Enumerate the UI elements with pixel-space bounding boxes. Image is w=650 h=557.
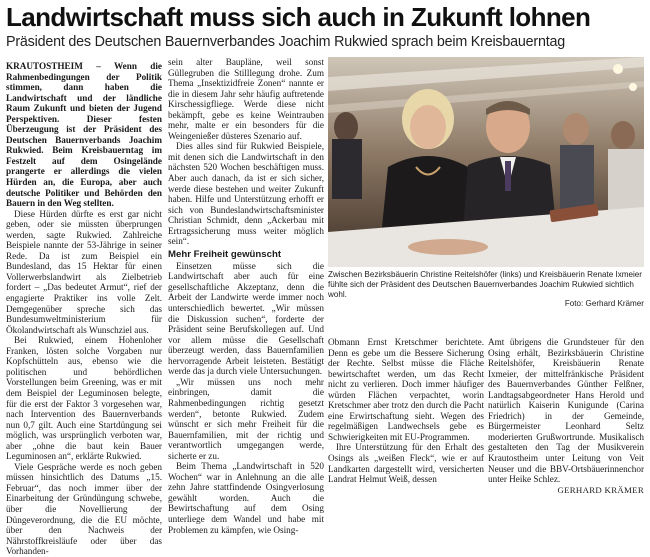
body-paragraph: Obmann Ernst Kretschmer berichtete. Denn es gebe um die Bessere Sicherung der Rechte. Selbst müsse die Fläche bewirtschaftet werden, um das Recht nicht zu verlieren. Doch immer häufiger würden Flächen verpachtet, worin Kretschmer aber trotz den durch die Pacht eine Erwirtschaftung sieht. Wegen des regelmäßigen Landwechsels gebe es Schwierigkeiten mit EU-Programmen. [328,337,484,442]
body-paragraph: Ihre Unterstützung für den Erhalt des Osings als „weißen Fleck“, wie er auf Landkarten dargestellt wird, versicherten Landrat Helmut Weiß, dessen [328,442,484,485]
article-column-1 [6,61,162,557]
dateline: KRAUTOSTHEIM [6,61,83,71]
photo-illustration [328,57,644,267]
body-paragraph: Einsetzen müsse sich die Landwirtschaft aber auch für eine gesellschaftliche Akzeptanz, denn die Arbeit der Landwirte werde immer noch unterschiedlich bewertet. „Wir müssen die Diskussion suchen“, forderte der Präsident seine Berufskollegen auf. Und vor allem müsse die Gesellschaft überzeugt werden, dass Bauernfamilien hervorragende Arbeit leisteten. Bestätigt werde das ja durch viele Untersuchungen. [168,260,324,377]
body-paragraph: Dies alles sind für Rukwied Beispiele, mit denen sich die Landwirtschaft in den nächsten 520 Wochen beschäftigen muss. Aber auch danach, da ist er sich sicher, werde diese bestehen und weiter Zukunft haben. Hilfe und Unterstützung erhofft er sich von Bundeslandwirtschaftsminister Christian Schmidt, denn „Ackerbau mit Ertragssicherung muss weiter möglich sein“. [168,141,324,247]
lead-paragraph [6,61,162,209]
article-column-4 [488,337,644,495]
body-paragraph: Amt übrigens die Grundsteuer für den Osing erhält, Bezirksbäuerin Christine Reitelshöfer, Kreisbäuerin Renate Ixmeier, der mittelfränkische Präsident des Bauernverbandes Günther Felßner, Landtagsabgeordneter Hans Herold und natürlich Kaiserin Kunigunde (Carina Friedrich) in der Gemeinde, Bürgermeister Leonhard Seltz moderierten Grußwortrunde. Musikalisch gestalteten den Tag der Musikverein Krautostheim unter Leitung von Veit Neuser und die BBV-Ortsbäuerinnenchor unter Heike Schlez. [488,337,644,485]
body-paragraph: Diese Hürden dürfte es erst gar nicht geben, oder sie müssten überprungen werden, sagte Rukwied. Zahlreiche Beispiele nannte der 53-Jährige in seiner Rede. Da ist zum Beispiel ein Bundesland, das 15 Hektar für einen Vollerwerbslandwirt als Zielbetrieb fordert – „Das bedeutet Armut“, rief der engagierte Praktiker ins volle Zelt. Demgegenüber spreche sich das Bundesumweltministerium für Ökolandwirtschaft als Wunschziel aus. [6,208,162,335]
section-subheading: Mehr Freiheit gewünscht [168,248,282,260]
headline: Landwirtschaft muss sich auch in Zukunft lohnen [6,2,591,32]
article-column-2 [168,57,324,535]
article-column-3 [328,337,484,485]
subheadline: Präsident des Deutschen Bauernverbandes Joachim Rukwied sprach beim Kreisbauerntag [6,34,565,50]
photo-credit: Foto: Gerhard Krämer [564,299,644,309]
body-paragraph: Beim Thema „Landwirtschaft in 520 Wochen“ war in Anlehnung an die alle zehn Jahre stattfindende Osingverlosung gewählt worden. Auch die Bewirtschaftung auf dem Osing unterliege dem Wandel und habe mit Problemen zu kämpfen, wie Osing- [168,461,324,535]
article-photo [328,57,644,267]
body-paragraph: Bei Rukwied, einem Hohenloher Franken, lösten solche Vorgaben nur Kopfschütteln aus, ebenso wie die politischen und behördlichen Vorstellungen beim Greening, was er mit dem Beispiel der Leguminosen belegte, für die erst der Faktor 3 vorgesehen war, nach Intervention des Bauernverbands nun 0,7 gilt. Auch eine Startdüngung sei möglich, was ursprünglich verboten war, aber „ohne die baut kein Bauer Leguminosen an“, erklärte Rukwied. [6,335,162,462]
body-paragraph: sein alter Baupläne, weil sonst Güllegruben die Stilllegung drohe. Zum Thema „Insektizidfreie Zonen“ nannte er die in diesem Jahr sehr häufig auftretende Kirschessigfliege. Werde diese nicht bekämpft, gebe es keine Weintrauben mehr, malte er ein besonders für die Weingenießer düsteres Szenario auf. [168,57,324,141]
caption-text: Zwischen Bezirksbäuerin Christine Reitelshöfer (links) und Kreisbäuerin Renate Ixmeier fühlte sich der Präsident des Deutschen Bauernverbandes Joachim Rukwied sichtlich wohl. [328,270,642,299]
photo-caption [328,270,644,309]
body-paragraph: Viele Gespräche werde es noch geben müssen hinsichtlich des Datums „15. Februar“, das noch immer über der Einarbeitung der Gründüngung schwebe, über die Novellierung der Düngeverordnung, die die EU möchte, über den Nachweis der Nährstoffkreisläufe oder über das Vorhanden- [6,461,162,557]
lead-text: – Wenn die Rahmenbedingungen der Politik stimmen, dann haben die Landwirtschaft und der ländliche Raum Zukunft und bieten der Jugend Perspektiven. Dieser festen Überzeugung ist der Präsident des Deutschen Bauernverbands Joachim Rukwied. Beim Kreisbauerntag im Festzelt auf dem Osingelände prangerte er allerdings die vielen Hürden an, die Europa, aber auch deutsche Politiker und Behörden den Bauern in den Weg stellten. [6,61,162,209]
body-paragraph: „Wir müssen uns noch mehr einbringen, damit die Rahmenbedingungen richtig gesetzt werden“, betonte Rukwied. Zudem wünscht er sich mehr Freiheit für die Bauernfamilien, mit der richtig und verantwortlich umgegangen werde, sicherte er zu. [168,376,324,461]
author-signature: GERHARD KRÄMER [557,484,644,495]
